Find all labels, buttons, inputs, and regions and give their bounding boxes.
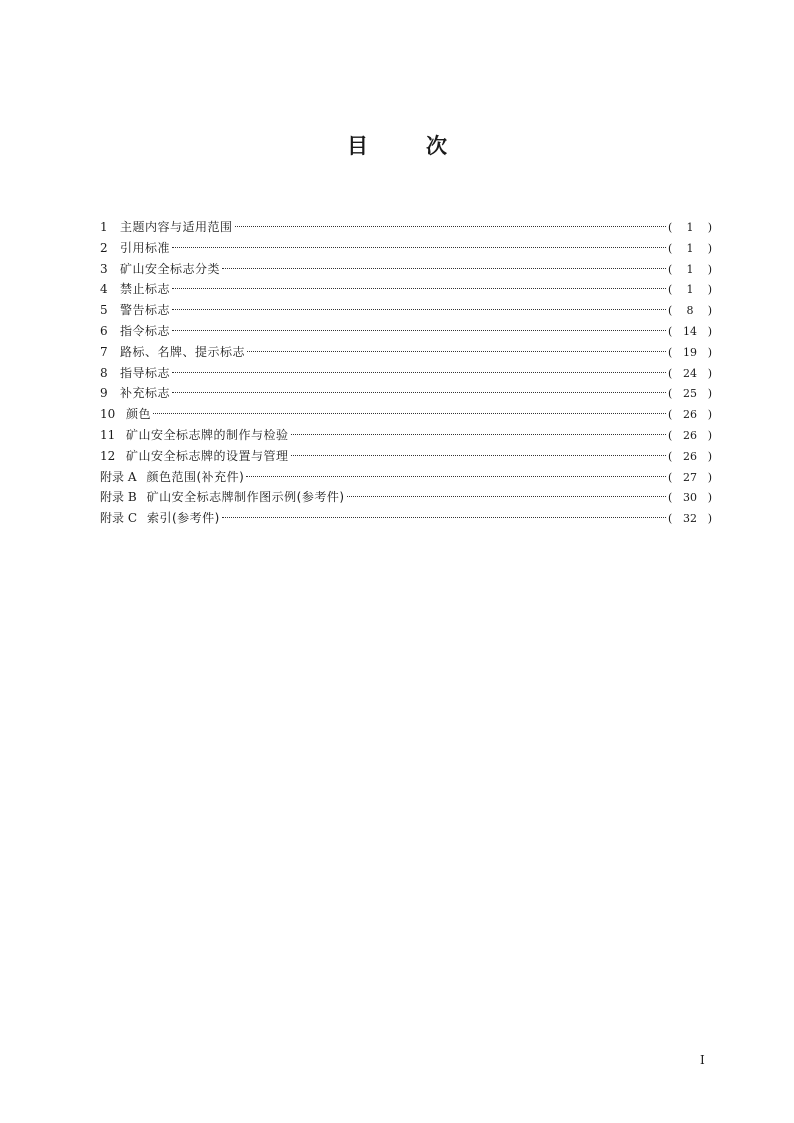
toc-leader-dots <box>172 382 666 393</box>
toc-entry-7[interactable] <box>100 342 712 363</box>
toc-number: 3 <box>100 261 108 276</box>
toc-page-ref: ( 14 ) <box>668 322 712 343</box>
toc-page-ref: ( 26 ) <box>668 405 712 426</box>
toc-number: 7 <box>100 344 108 359</box>
toc-number: 6 <box>100 323 108 338</box>
toc-title: 警告标志 <box>120 303 171 318</box>
table-of-contents <box>100 217 712 529</box>
toc-leader-dots <box>347 486 666 497</box>
toc-number: 2 <box>100 240 108 255</box>
toc-title: 颜色 <box>126 407 152 422</box>
toc-page-ref: ( 1 ) <box>668 218 712 239</box>
toc-page-ref: ( 26 ) <box>668 447 712 468</box>
toc-leader-dots <box>172 362 666 373</box>
toc-leader-dots <box>291 445 666 456</box>
toc-leader-dots <box>172 237 666 248</box>
toc-page-number: 1 <box>686 241 694 255</box>
toc-page-ref: ( 32 ) <box>668 509 712 530</box>
toc-page-ref: ( 30 ) <box>668 488 712 509</box>
toc-number: 附录 A <box>100 469 137 484</box>
toc-title: 路标、名牌、提示标志 <box>120 344 246 359</box>
toc-entry-1[interactable] <box>100 217 712 238</box>
toc-leader-dots <box>222 258 666 269</box>
toc-leader-dots <box>291 424 666 435</box>
toc-entry-appendix-c[interactable] <box>100 508 712 529</box>
toc-page-number: 26 <box>683 408 697 422</box>
toc-number: 12 <box>100 448 116 463</box>
toc-title: 矿山安全标志分类 <box>120 261 221 276</box>
toc-title: 补充标志 <box>120 386 171 401</box>
toc-title: 指导标志 <box>120 365 171 380</box>
toc-number: 附录 B <box>100 490 137 505</box>
toc-title: 索引(参考件) <box>147 511 220 526</box>
toc-title: 引用标准 <box>120 240 171 255</box>
toc-entry-11[interactable] <box>100 425 712 446</box>
toc-page-ref: ( 25 ) <box>668 384 712 405</box>
toc-entry-2[interactable] <box>100 238 712 259</box>
toc-entry-6[interactable] <box>100 321 712 342</box>
toc-number: 5 <box>100 303 108 318</box>
toc-leader-dots <box>172 299 666 310</box>
toc-entry-appendix-a[interactable] <box>100 467 712 488</box>
toc-page-ref: ( 27 ) <box>668 468 712 489</box>
toc-page-number: 1 <box>686 283 694 297</box>
toc-entry-5[interactable] <box>100 300 712 321</box>
toc-page-ref: ( 24 ) <box>668 364 712 385</box>
toc-page-number: 8 <box>686 304 694 318</box>
toc-title: 颜色范围(补充件) <box>146 469 245 484</box>
toc-number: 11 <box>100 427 116 442</box>
toc-title: 主题内容与适用范围 <box>120 220 233 234</box>
toc-page-number: 27 <box>683 470 697 484</box>
toc-leader-dots <box>246 466 666 477</box>
toc-entry-10[interactable] <box>100 404 712 425</box>
toc-number: 10 <box>100 407 116 422</box>
toc-page-number: 1 <box>686 221 694 234</box>
toc-leader-dots <box>153 403 666 414</box>
toc-page-number: 26 <box>683 449 697 463</box>
toc-page-ref: ( 8 ) <box>668 301 712 322</box>
toc-page-ref: ( 19 ) <box>668 343 712 364</box>
toc-entry-8[interactable] <box>100 363 712 384</box>
toc-page-number: 24 <box>683 366 697 380</box>
toc-page-number: 32 <box>683 512 697 526</box>
toc-page-ref: ( 26 ) <box>668 426 712 447</box>
toc-number: 9 <box>100 386 108 401</box>
toc-entry-12[interactable] <box>100 446 712 467</box>
toc-title: 矿山安全标志牌的制作与检验 <box>126 427 289 442</box>
toc-page-number: 1 <box>686 262 694 276</box>
toc-title: 禁止标志 <box>120 282 171 297</box>
toc-title: 矿山安全标志牌制作图示例(参考件) <box>146 490 345 505</box>
toc-title: 矿山安全标志牌的设置与管理 <box>126 448 289 463</box>
toc-page-number: 30 <box>683 491 697 505</box>
toc-number: 4 <box>100 282 108 297</box>
page-number: I <box>700 1053 705 1067</box>
toc-page-number: 26 <box>683 428 697 442</box>
toc-entry-4[interactable] <box>100 279 712 300</box>
toc-page-ref: ( 1 ) <box>668 239 712 260</box>
toc-leader-dots <box>172 278 666 289</box>
toc-page-number: 14 <box>683 324 697 338</box>
toc-page-ref: ( 1 ) <box>668 260 712 281</box>
toc-number: 1 <box>100 220 108 234</box>
toc-entry-9[interactable] <box>100 383 712 404</box>
toc-entry-3[interactable] <box>100 259 712 280</box>
page-title: 目次 <box>347 134 505 158</box>
toc-entry-appendix-b[interactable] <box>100 487 712 508</box>
toc-title: 指令标志 <box>120 323 171 338</box>
toc-leader-dots <box>222 507 666 518</box>
toc-page-number: 19 <box>683 345 697 359</box>
toc-leader-dots <box>247 341 666 352</box>
toc-page-number: 25 <box>683 387 697 401</box>
toc-number: 8 <box>100 365 108 380</box>
toc-leader-dots <box>235 216 666 227</box>
toc-number: 附录 C <box>100 511 137 526</box>
toc-page-ref: ( 1 ) <box>668 280 712 301</box>
toc-leader-dots <box>172 320 666 331</box>
